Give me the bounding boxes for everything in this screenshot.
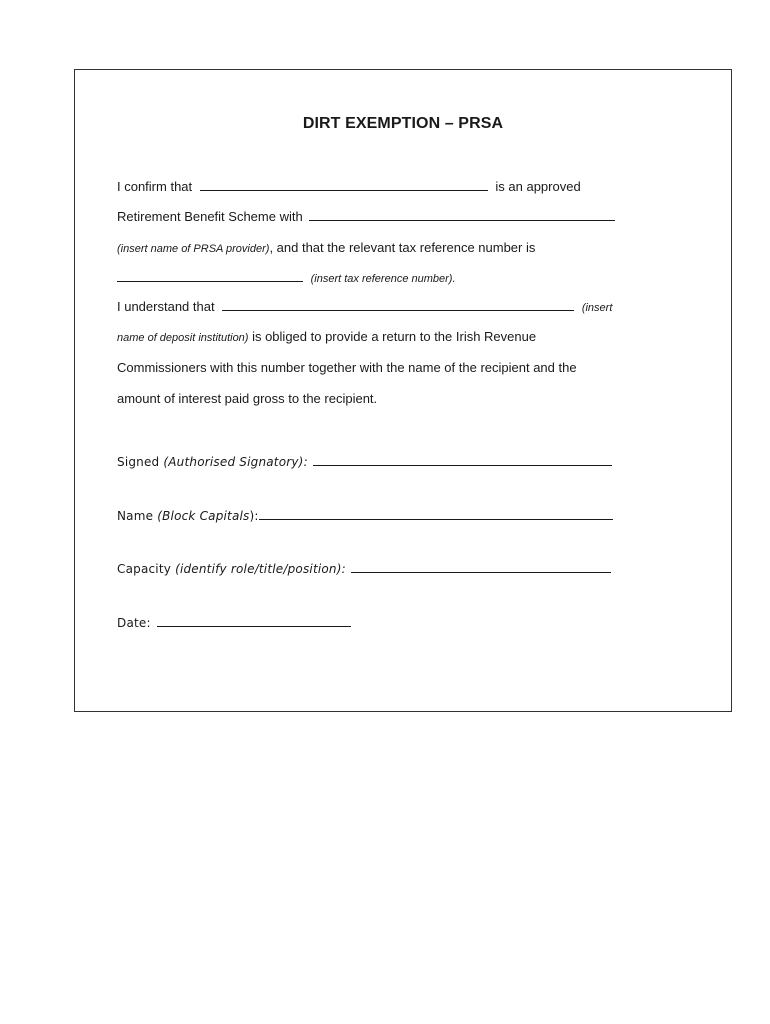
name-hint: (Block Capitals bbox=[157, 509, 250, 523]
capacity-hint: (identify role/title/position): bbox=[175, 562, 346, 576]
deposit-institution-field[interactable] bbox=[222, 299, 574, 311]
paragraph-line-1 bbox=[117, 179, 581, 195]
approved-label: is an approved bbox=[495, 179, 581, 194]
name-row bbox=[117, 508, 613, 524]
name-field[interactable] bbox=[259, 508, 613, 520]
date-field[interactable] bbox=[157, 615, 351, 627]
capacity-row bbox=[117, 561, 611, 577]
form-box bbox=[74, 69, 732, 712]
name-label: Name bbox=[117, 509, 158, 523]
paragraph-line-2 bbox=[117, 209, 615, 225]
tax-reference-field[interactable] bbox=[117, 270, 303, 282]
prsa-provider-field[interactable] bbox=[309, 209, 615, 221]
understand-label: I understand that bbox=[117, 299, 215, 314]
paragraph-line-7: Commissioners with this number together with the name of the recipient and the bbox=[117, 360, 577, 375]
date-label: Date: bbox=[117, 616, 151, 630]
tax-ref-label: , and that the relevant tax reference number is bbox=[269, 240, 536, 255]
prsa-provider-hint: (insert name of PRSA provider) bbox=[117, 243, 270, 255]
scheme-with-label: Retirement Benefit Scheme with bbox=[117, 209, 303, 224]
tax-ref-hint: (insert tax reference number). bbox=[310, 273, 456, 285]
paragraph-line-6 bbox=[117, 329, 536, 346]
obliged-text: is obliged to provide a return to the Irish Revenue bbox=[248, 329, 537, 344]
paragraph-line-4 bbox=[117, 270, 456, 287]
confirm-label: I confirm that bbox=[117, 179, 193, 194]
date-row bbox=[117, 615, 351, 631]
signature-field[interactable] bbox=[313, 454, 612, 466]
capacity-label: Capacity bbox=[117, 562, 176, 576]
signed-row bbox=[117, 454, 612, 470]
insert-hint: (insert bbox=[581, 302, 613, 314]
paragraph-line-8: amount of interest paid gross to the recipient. bbox=[117, 391, 378, 406]
signed-label: Signed bbox=[117, 455, 164, 469]
paragraph-line-5 bbox=[117, 299, 612, 316]
name-hint-close: ): bbox=[249, 509, 259, 523]
paragraph-line-3 bbox=[117, 240, 535, 257]
form-title: DIRT EXEMPTION – PRSA bbox=[302, 115, 504, 132]
deposit-institution-hint: name of deposit institution) bbox=[117, 332, 249, 344]
signed-hint: (Authorised Signatory): bbox=[163, 455, 308, 469]
capacity-field[interactable] bbox=[351, 561, 611, 573]
scheme-name-field[interactable] bbox=[200, 179, 488, 191]
